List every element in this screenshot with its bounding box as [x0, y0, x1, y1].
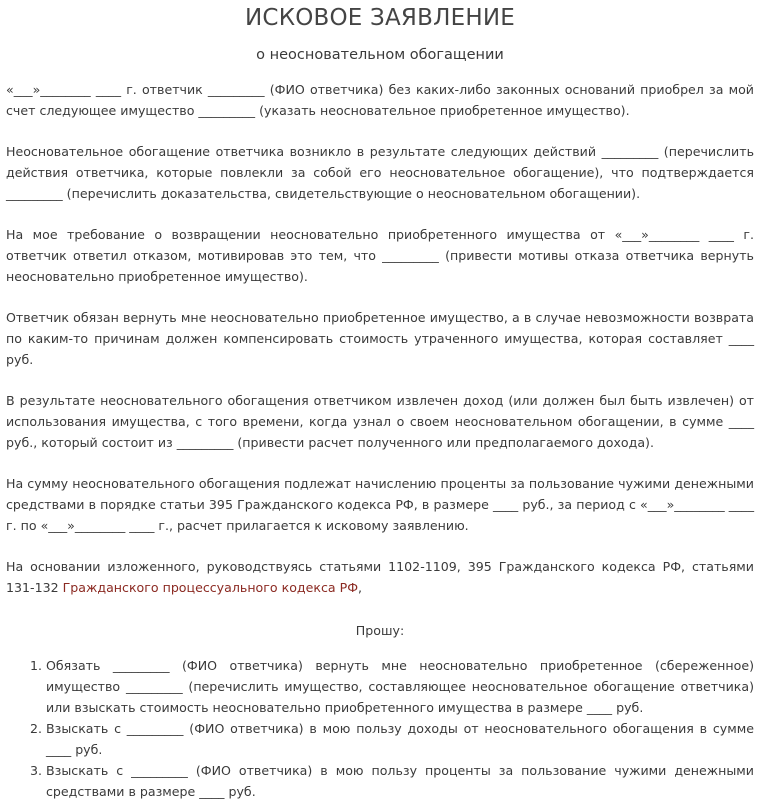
- civil-procedure-code-link[interactable]: Гражданского процессуального кодекса РФ: [62, 580, 359, 595]
- document-page: [0, 4, 760, 799]
- request-item-return-property: 1. Обязать _________ (ФИО ответчика) вернуть мне неосновательно приобретенное (сбереженное) имущество _________ (перечислить имущество, составляющее неосновательное обогащение ответчика) или взыскать стоимость неосновательно приобретенного имущества в размере ____ руб.: [46, 655, 754, 718]
- document-title: ИСКОВОЕ ЗАЯВЛЕНИЕ: [245, 5, 515, 31]
- request-item-recover-interest: 3. Взыскать с _________ (ФИО ответчика) в мою пользу проценты за пользование чужими денежными средствами в размере ____ руб.: [46, 760, 754, 802]
- legal-basis-end: ,: [358, 580, 363, 595]
- paragraph-interest: На сумму неосновательного обогащения подлежат начислению проценты за пользование чужими денежными средствами в порядке статьи 395 Гражданского кодекса РФ, в размере ____ руб., за период с «___»________ ____ г. по «___»________ ____ г., расчет прилагается к исковому заявлению.: [6, 476, 754, 533]
- document-subtitle: о неосновательном обогащении: [256, 47, 504, 63]
- paragraph-obligation: Ответчик обязан вернуть мне неосновательно приобретенное имущество, а в случае невозможности возврата по каким-то причинам должен компенсировать стоимость утраченного имущества, которая составляет ____ руб.: [6, 310, 754, 367]
- request-list: [6, 655, 754, 802]
- paragraph-acquisition: «___»________ ____ г. ответчик _________ (ФИО ответчика) без каких-либо законных оснований приобрел за мой счет следующее имущество _________ (указать неосновательное приобретенное имущество).: [6, 82, 754, 118]
- paragraph-refusal: На мое требование о возвращении неосновательно приобретенного имущества от «___»________ ____ г. ответчик ответил отказом, мотивировав это тем, что _________ (привести мотивы отказа ответчика вернуть неосновательно приобретенное имущество).: [6, 227, 754, 284]
- paragraph-income: В результате неосновательного обогащения ответчиком извлечен доход (или должен был быть извлечен) от использования имущества, с того времени, когда узнал о своем неосновательном обогащении, в сумме ____ руб., который состоит из _________ (привести расчет полученного или предполагаемого дохода).: [6, 393, 754, 450]
- request-item-recover-income: 2. Взыскать с _________ (ФИО ответчика) в мою пользу доходы от неосновательного обогащения в сумме ____ руб.: [46, 718, 754, 760]
- legal-basis-text: На основании изложенного, руководствуясь статьями 1102-1109, 395 Гражданского кодекса РФ, статьями 131-132: [6, 559, 754, 595]
- paragraph-legal-basis: [6, 556, 754, 598]
- request-heading: Прошу:: [355, 623, 405, 638]
- paragraph-enrichment-actions: Неосновательное обогащение ответчика возникло в результате следующих действий _________ (перечислить действия ответчика, которые повлекли за собой его неосновательное обогащение), что подтверждается _________ (перечислить доказательства, свидетельствующие о неосновательном обогащении).: [6, 144, 754, 201]
